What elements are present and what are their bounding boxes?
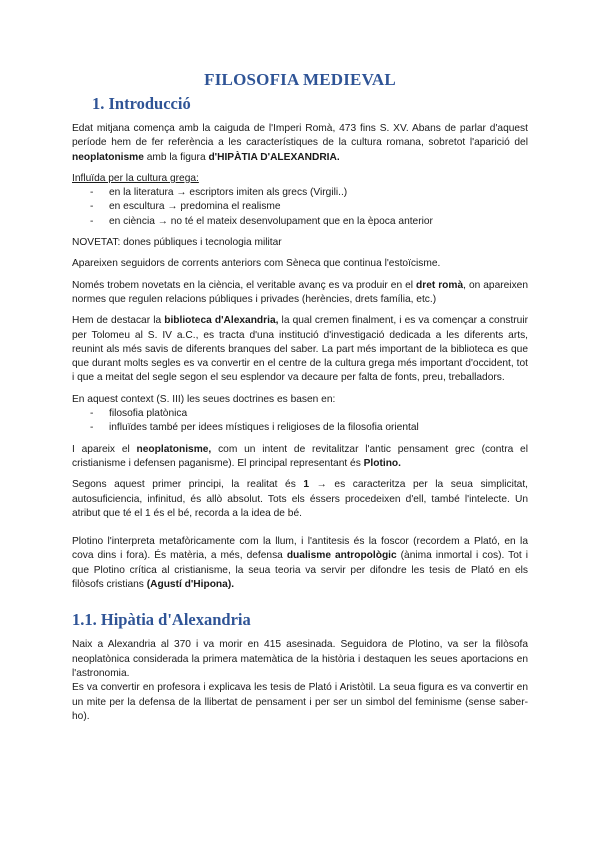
context-list	[72, 407, 528, 436]
principi-paragraph: Segons aquest primer principi, la realitat és 1 → es caracteritza per la seua simplicitat, autosuficiencia, infinitud, és allò absolut. Tots els éssers procedeixen d'ell, també l'intelecte. Un atribut que té el 1 és el bé, recorda a la idea de bé.	[72, 479, 528, 519]
biblioteca-paragraph: Hem de destacar la biblioteca d'Alexandria, la qual cremen finalment, i es va començar a construir per Tolomeu al S. IV a.C., es tracta d'una institució d'investigació dedicada a les diferents arts, reunint als més savis de diferents branques del saber. La part més important de la biblioteca es que que durant molts segles es va convertir en el centre de la cultura grega més important d'occident, tot i que a meitat del segle segon el seu esplendor va decaure per falta de fonts, preu, treballadors.	[72, 315, 528, 384]
section-heading-introduccio: 1. Introducció	[92, 94, 191, 113]
intro-paragraph: Edat mitjana comença amb la caiguda de l'Imperi Romà, 473 fins S. XV. Abans de parlar d'aquest període hem de fer referència a les característiques de la cultura romana, sobretot l'aparició del neoplatonisme amb la figura d'HIPÀTIA D'ALEXANDRIA.	[72, 123, 528, 163]
novetat-paragraph: NOVETAT: dones públiques i tecnologia militar	[72, 237, 282, 249]
document-body	[72, 70, 528, 731]
influence-list	[72, 186, 528, 229]
list-item: - filosofia platònica	[72, 407, 528, 421]
plotino-paragraph: Plotino l'interpreta metafòricamente com la llum, i l'antitesis és la foscor (recordem a Plató, en la cova dins i fora). És matèria, a més, defensa dualisme antropològic (ànima inmortal i cos). Tot i que Plotino crítica al cristianisme, la seua teoria va servir per difondre les tesis de Plató en els filòsofs cristians (Agustí d'Hipona).	[72, 536, 528, 591]
list-item: - en escultura → predomina el realisme	[72, 200, 528, 214]
list-item: - en la literatura → escriptors imiten als grecs (Virgili..)	[72, 186, 528, 200]
hipatia-paragraph-1: Naix a Alexandria al 370 i va morir en 415 asesinada. Seguidora de Plotino, va ser la filòsofa neoplatònica considerada la primera matemàtica de la història i destaquen les seues aportacions en l'astronomia.	[72, 639, 528, 679]
list-item: - influïdes també per idees místiques i religioses de la filosofia oriental	[72, 421, 528, 435]
hipatia-paragraph-2: Es va convertir en profesora i explicava les tesis de Plató i Aristòtil. La seua figura es va convertir en un mite per la defensa de la llibertat de pensament i per ser un simbol del feminisme (sense saber-ho).	[72, 682, 528, 722]
dret-paragraph: Només trobem novetats en la ciència, el veritable avanç es va produir en el dret romà, on apareixen normes que regulen relacions públiques i privades (herències, drets família, etc.)	[72, 279, 528, 305]
list-item: - en ciència → no té el mateix desenvolupament que en la època anterior	[72, 215, 528, 229]
influence-label: Influïda per la cultura grega:	[72, 172, 199, 184]
context-paragraph: En aquest context (S. III) les seues doctrines es basen en:	[72, 393, 336, 405]
neoplatonisme-paragraph: I apareix el neoplatonisme, com un intent de revitalitzar l'antic pensament grec (contra el cristianisme i defensen paganisme). El principal representant és Plotino.	[72, 443, 528, 469]
seguidors-paragraph: Apareixen seguidors de corrents anteriors com Sèneca que continua l'estoïcisme.	[72, 258, 441, 270]
section-heading-hipatia: 1.1. Hipàtia d'Alexandria	[72, 610, 251, 630]
document-title: FILOSOFIA MEDIEVAL	[204, 70, 396, 89]
